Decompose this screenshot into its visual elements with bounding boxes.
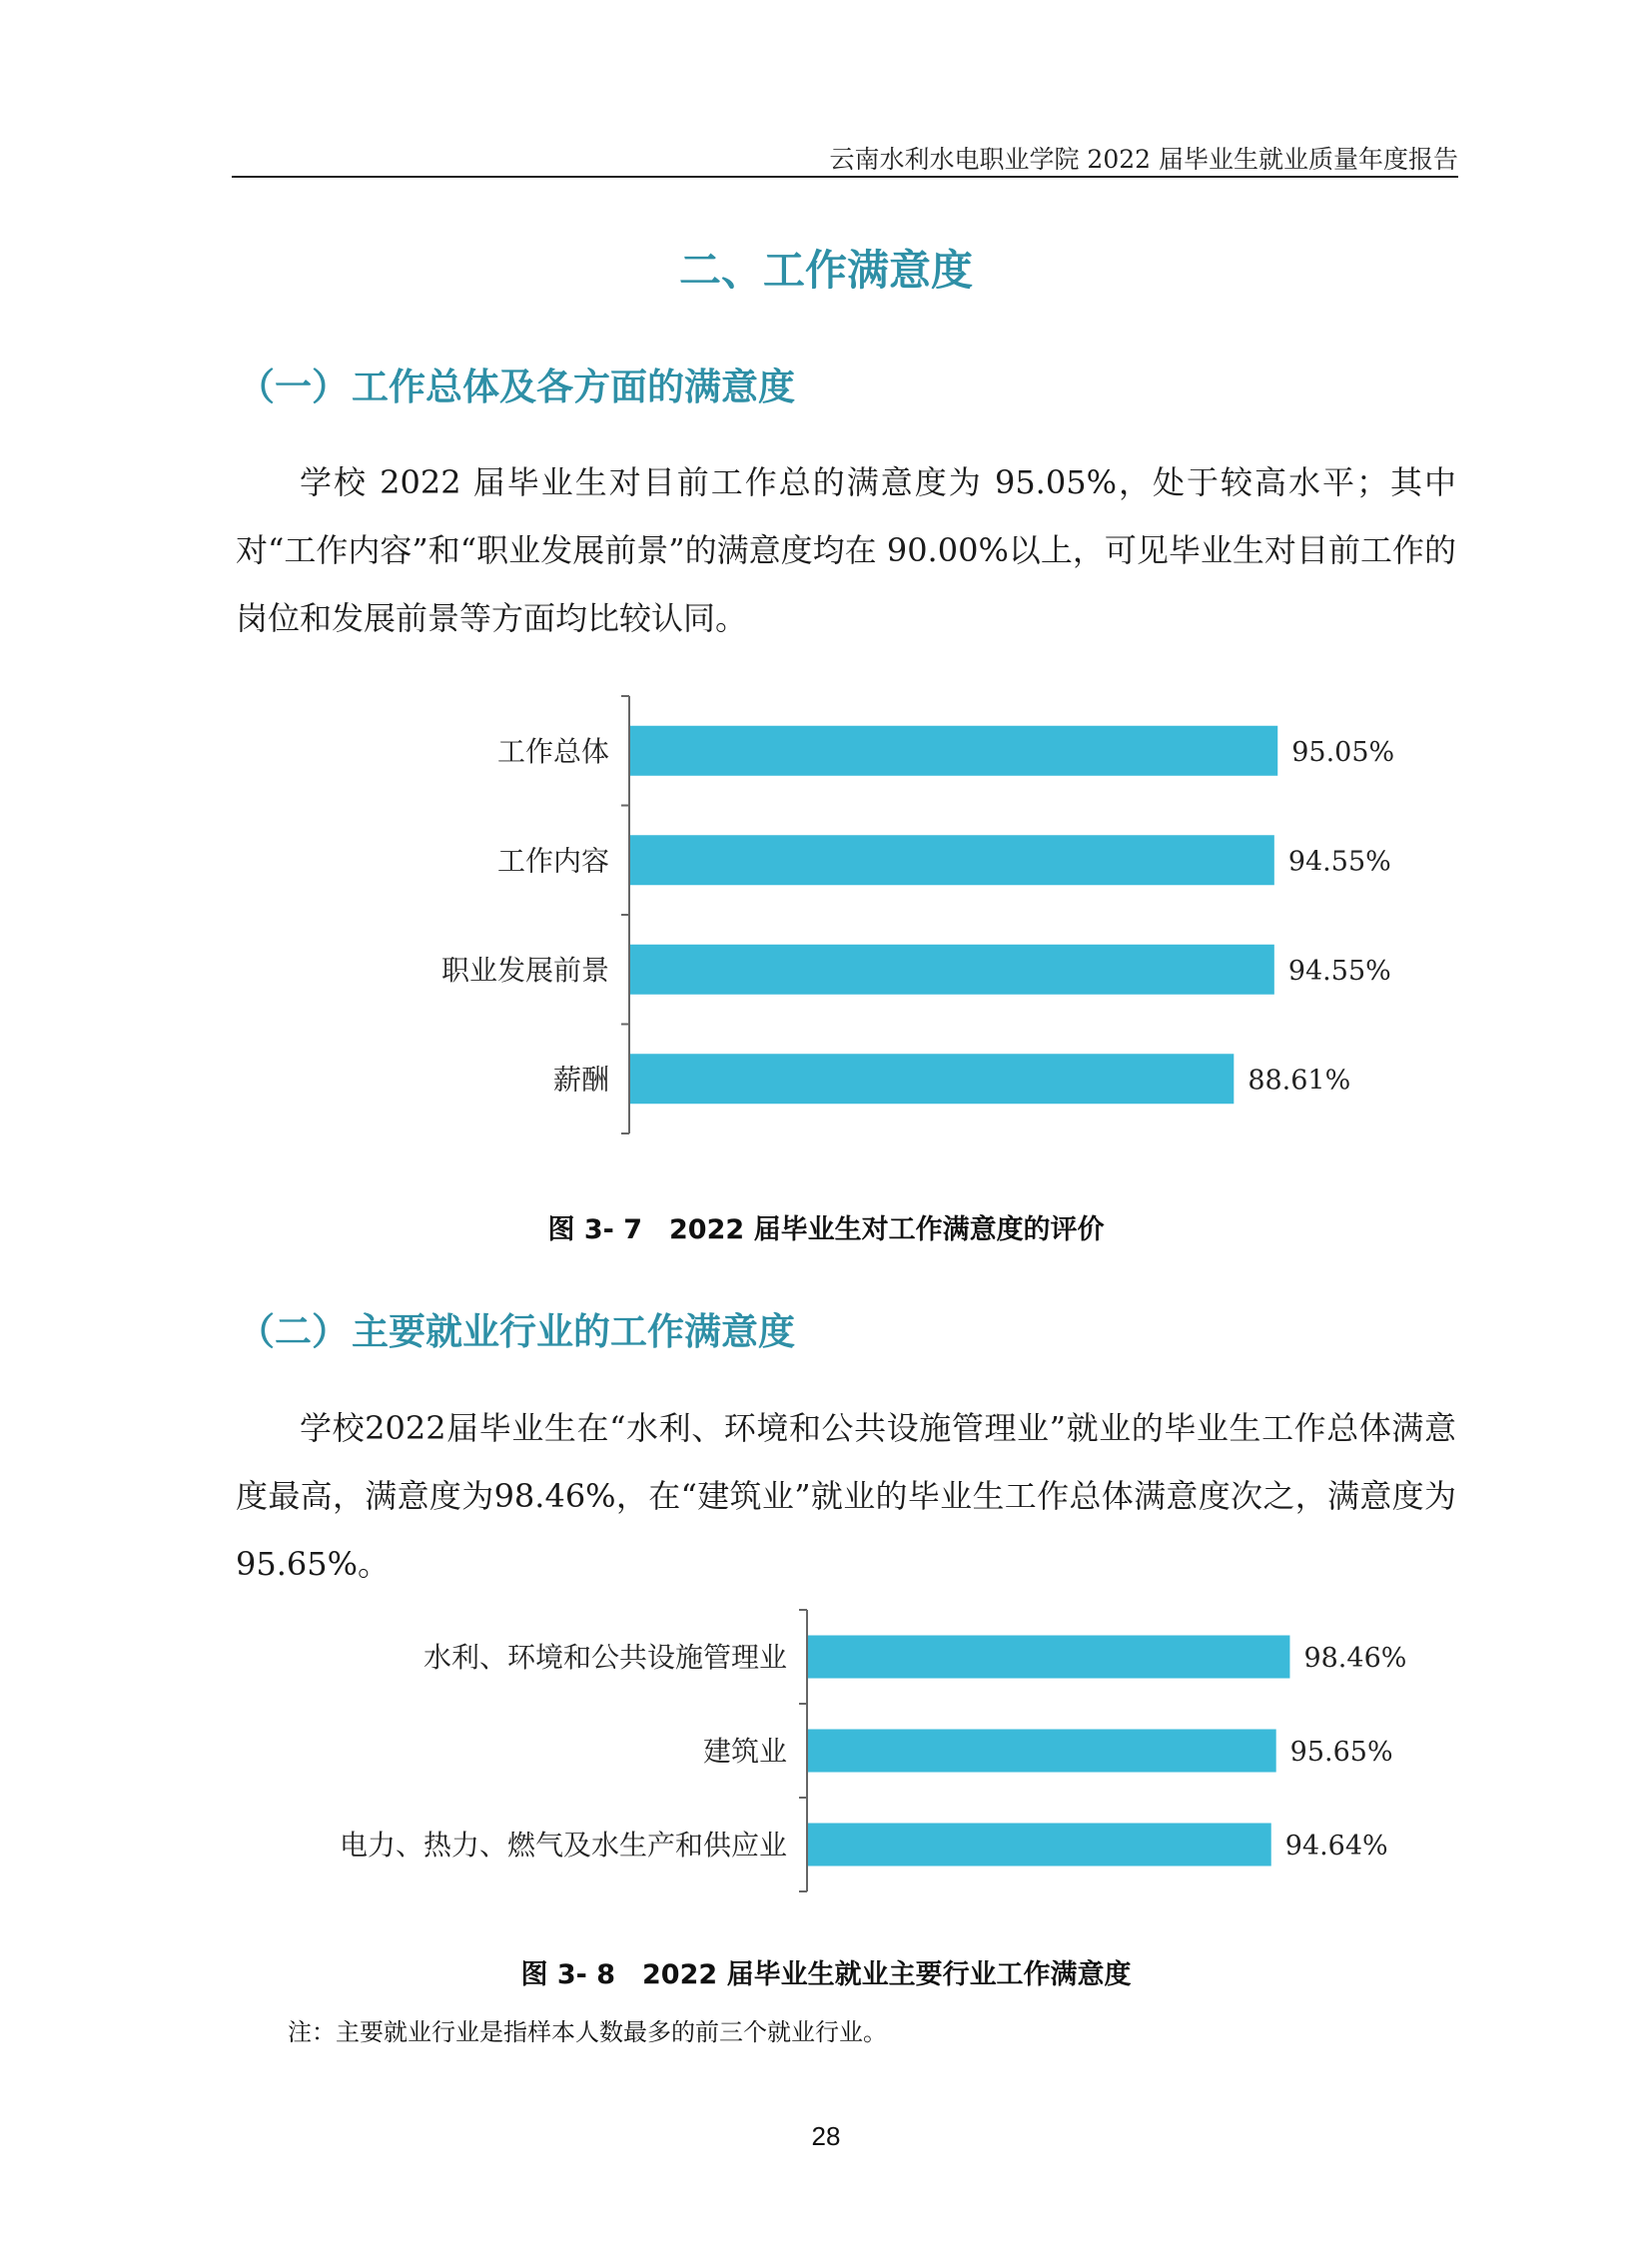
bar [808, 1636, 1289, 1679]
subsection-1-title: 工作总体及各方面的满意度 [352, 366, 795, 408]
value-label: 95.65% [1289, 1737, 1393, 1768]
footnote: 注：主要就业行业是指样本人数最多的前三个就业行业。 [288, 2018, 887, 2046]
figure-caption-3-8: 图 3- 8 2022 届毕业生就业主要行业工作满意度 [520, 1959, 1132, 1990]
category-label: 建筑业 [702, 1735, 787, 1768]
subsection-2-number: （二） [238, 1310, 349, 1353]
bar [808, 1824, 1271, 1867]
value-label: 94.55% [1287, 846, 1391, 878]
figure-caption-3-7: 图 3- 7 2022 届毕业生对工作满意度的评价 [547, 1214, 1105, 1245]
category-label: 电力、热力、燃气及水生产和供应业 [339, 1829, 787, 1862]
section-title: 二、工作满意度 [678, 246, 973, 295]
category-label: 水利、环境和公共设施管理业 [422, 1641, 787, 1674]
subsection-1-number: （一） [238, 366, 349, 408]
value-label: 95.05% [1291, 736, 1395, 768]
subsection-2-paragraph: 学校2022届毕业生在“水利、环境和公共设施管理业”就业的毕业生工作总体满意度最高，满意度为98.46%，在“建筑业”就业的毕业生工作总体满意度次之，满意度为95.65%。 [236, 1409, 1456, 1583]
category-label: 职业发展前景 [440, 953, 609, 987]
subsection-1-paragraph: 学校 2022 届毕业生对目前工作总的满意度为 95.05%，处于较高水平；其中对“工作内容”和“职业发展前景”的满意度均在 90.00%以上，可见毕业生对目前工作的岗位和发展前景等方面均比较认同。 [236, 463, 1456, 637]
value-label: 94.55% [1287, 955, 1391, 987]
category-label: 工作内容 [496, 844, 609, 878]
value-label: 88.61% [1247, 1065, 1351, 1097]
category-label: 工作总体 [496, 734, 609, 768]
bar [808, 1730, 1276, 1773]
running-header: 云南水利水电职业学院 2022 届毕业生就业质量年度报告 [829, 145, 1458, 174]
value-label: 98.46% [1303, 1643, 1407, 1674]
value-label: 94.64% [1284, 1831, 1388, 1862]
page-number: 28 [811, 2121, 841, 2151]
subsection-2-title: 主要就业行业的工作满意度 [352, 1310, 795, 1353]
category-label: 薪酬 [552, 1063, 609, 1097]
